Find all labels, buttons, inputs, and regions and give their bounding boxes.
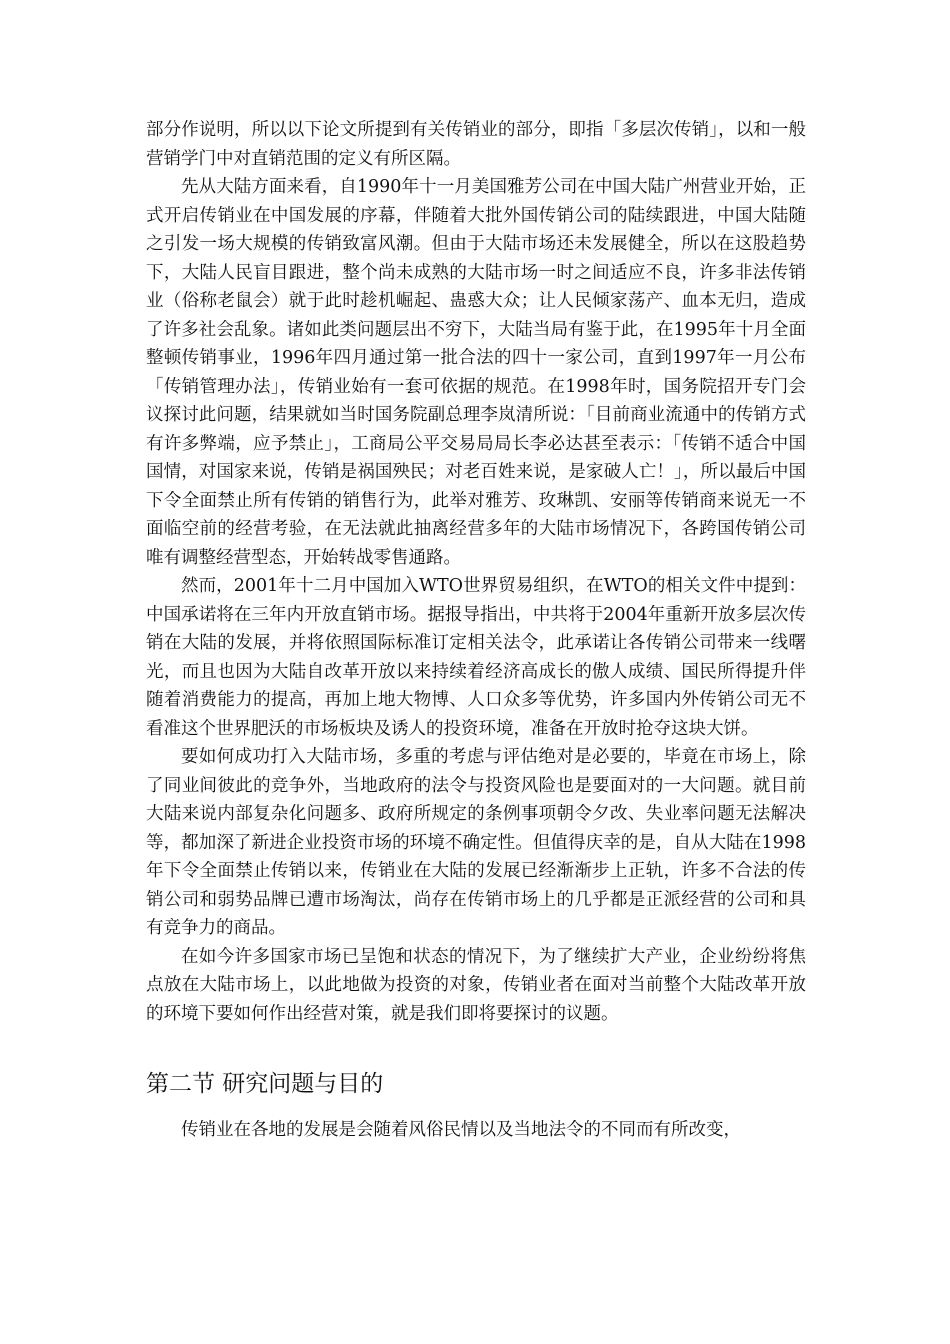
paragraph-intro-continuation: 部分作说明，所以以下论文所提到有关传销业的部分，即指「多层次传销」，以和一般营销学门中对直销范围的定义有所区隔。 <box>146 120 806 169</box>
paragraph-market-entry: 要如何成功打入大陆市场，多重的考虑与评估绝对是必要的，毕竟在市场上，除了同业间彼此的竞争外，当地政府的法令与投资风险也是要面对的一大问题。就目前大陆来说内部复杂化问题多、政府所规定的条例事项朝令夕改、失业率问题无法解决等，都加深了新进企业投资市场的环境不确定性。但值得庆幸的是，自从大陆在1998年下令全面禁止传销以来，传销业在大陆的发展已经渐渐步上正轨，许多不合法的传销公司和弱势品牌已遭市场淘汰，尚存在传销市场上的几乎都是正派经营的公司和具有竞争力的商品。 <box>146 747 806 938</box>
paragraph-wto-opening: 然而，2001年十二月中国加入WTO世界贸易组织，在WTO的相关文件中提到：中国承诺将在三年内开放直销市场。据报导指出，中共将于2004年重新开放多层次传销在大陆的发展，并将依照国际标准订定相关法令，此承诺让各传销公司带来一线曙光，而且也因为大陆自改革开放以来持续着经济高成长的傲人成绩、国民所得提升伴随着消费能力的提高，再加上地大物博、人口众多等优势，许多国内外传销公司无不看准这个世界肥沃的市场板块及诱人的投资环境，准备在开放时抢夺这块大饼。 <box>146 576 806 739</box>
section-heading: 第二节 研究问题与目的 <box>146 1071 384 1097</box>
paragraph-research-topic: 在如今许多国家市场已呈饱和状态的情况下，为了继续扩大产业，企业纷纷将焦点放在大陆市场上，以此地做为投资的对象，传销业者在面对当前整个大陆改革开放的环境下要如何作出经营对策，就是我们即将要探讨的议题。 <box>146 946 806 1024</box>
document-page <box>146 116 806 1145</box>
paragraph-section-start: 传销业在各地的发展是会随着风俗民情以及当地法令的不同而有所改变， <box>181 1120 741 1140</box>
paragraph-mainland-history: 先从大陆方面来看，自1990年十一月美国雅芳公司在中国大陆广州营业开始，正式开启传销业在中国发展的序幕，伴随着大批外国传销公司的陆续跟进，中国大陆随之引发一场大规模的传销致富风潮。但由于大陆市场还未发展健全，所以在这股趋势下，大陆人民盲目跟进，整个尚未成熟的大陆市场一时之间适应不良，许多非法传销业（俗称老鼠会）就于此时趁机崛起、蛊惑大众；让人民倾家荡产、血本无归，造成了许多社会乱象。诸如此类问题层出不穷下，大陆当局有鉴于此，在1995年十月全面整顿传销事业，1996年四月通过第一批合法的四十一家公司，直到1997年一月公布「传销管理办法」，传销业始有一套可依据的规范。在1998年时，国务院招开专门会议探讨此问题，结果就如当时国务院副总理李岚清所说：「目前商业流通中的传销方式有许多弊端，应予禁止」，工商局公平交易局局长李必达甚至表示：「传销不适合中国国情，对国家来说，传销是祸国殃民；对老百姓来说，是家破人亡！」，所以最后中国下令全面禁止所有传销的销售行为，此举对雅芳、玫琳凯、安丽等传销商来说无一不面临空前的经营考验，在无法就此抽离经营多年的大陆市场情况下，各跨国传销公司唯有调整经营型态，开始转战零售通路。 <box>146 177 806 568</box>
